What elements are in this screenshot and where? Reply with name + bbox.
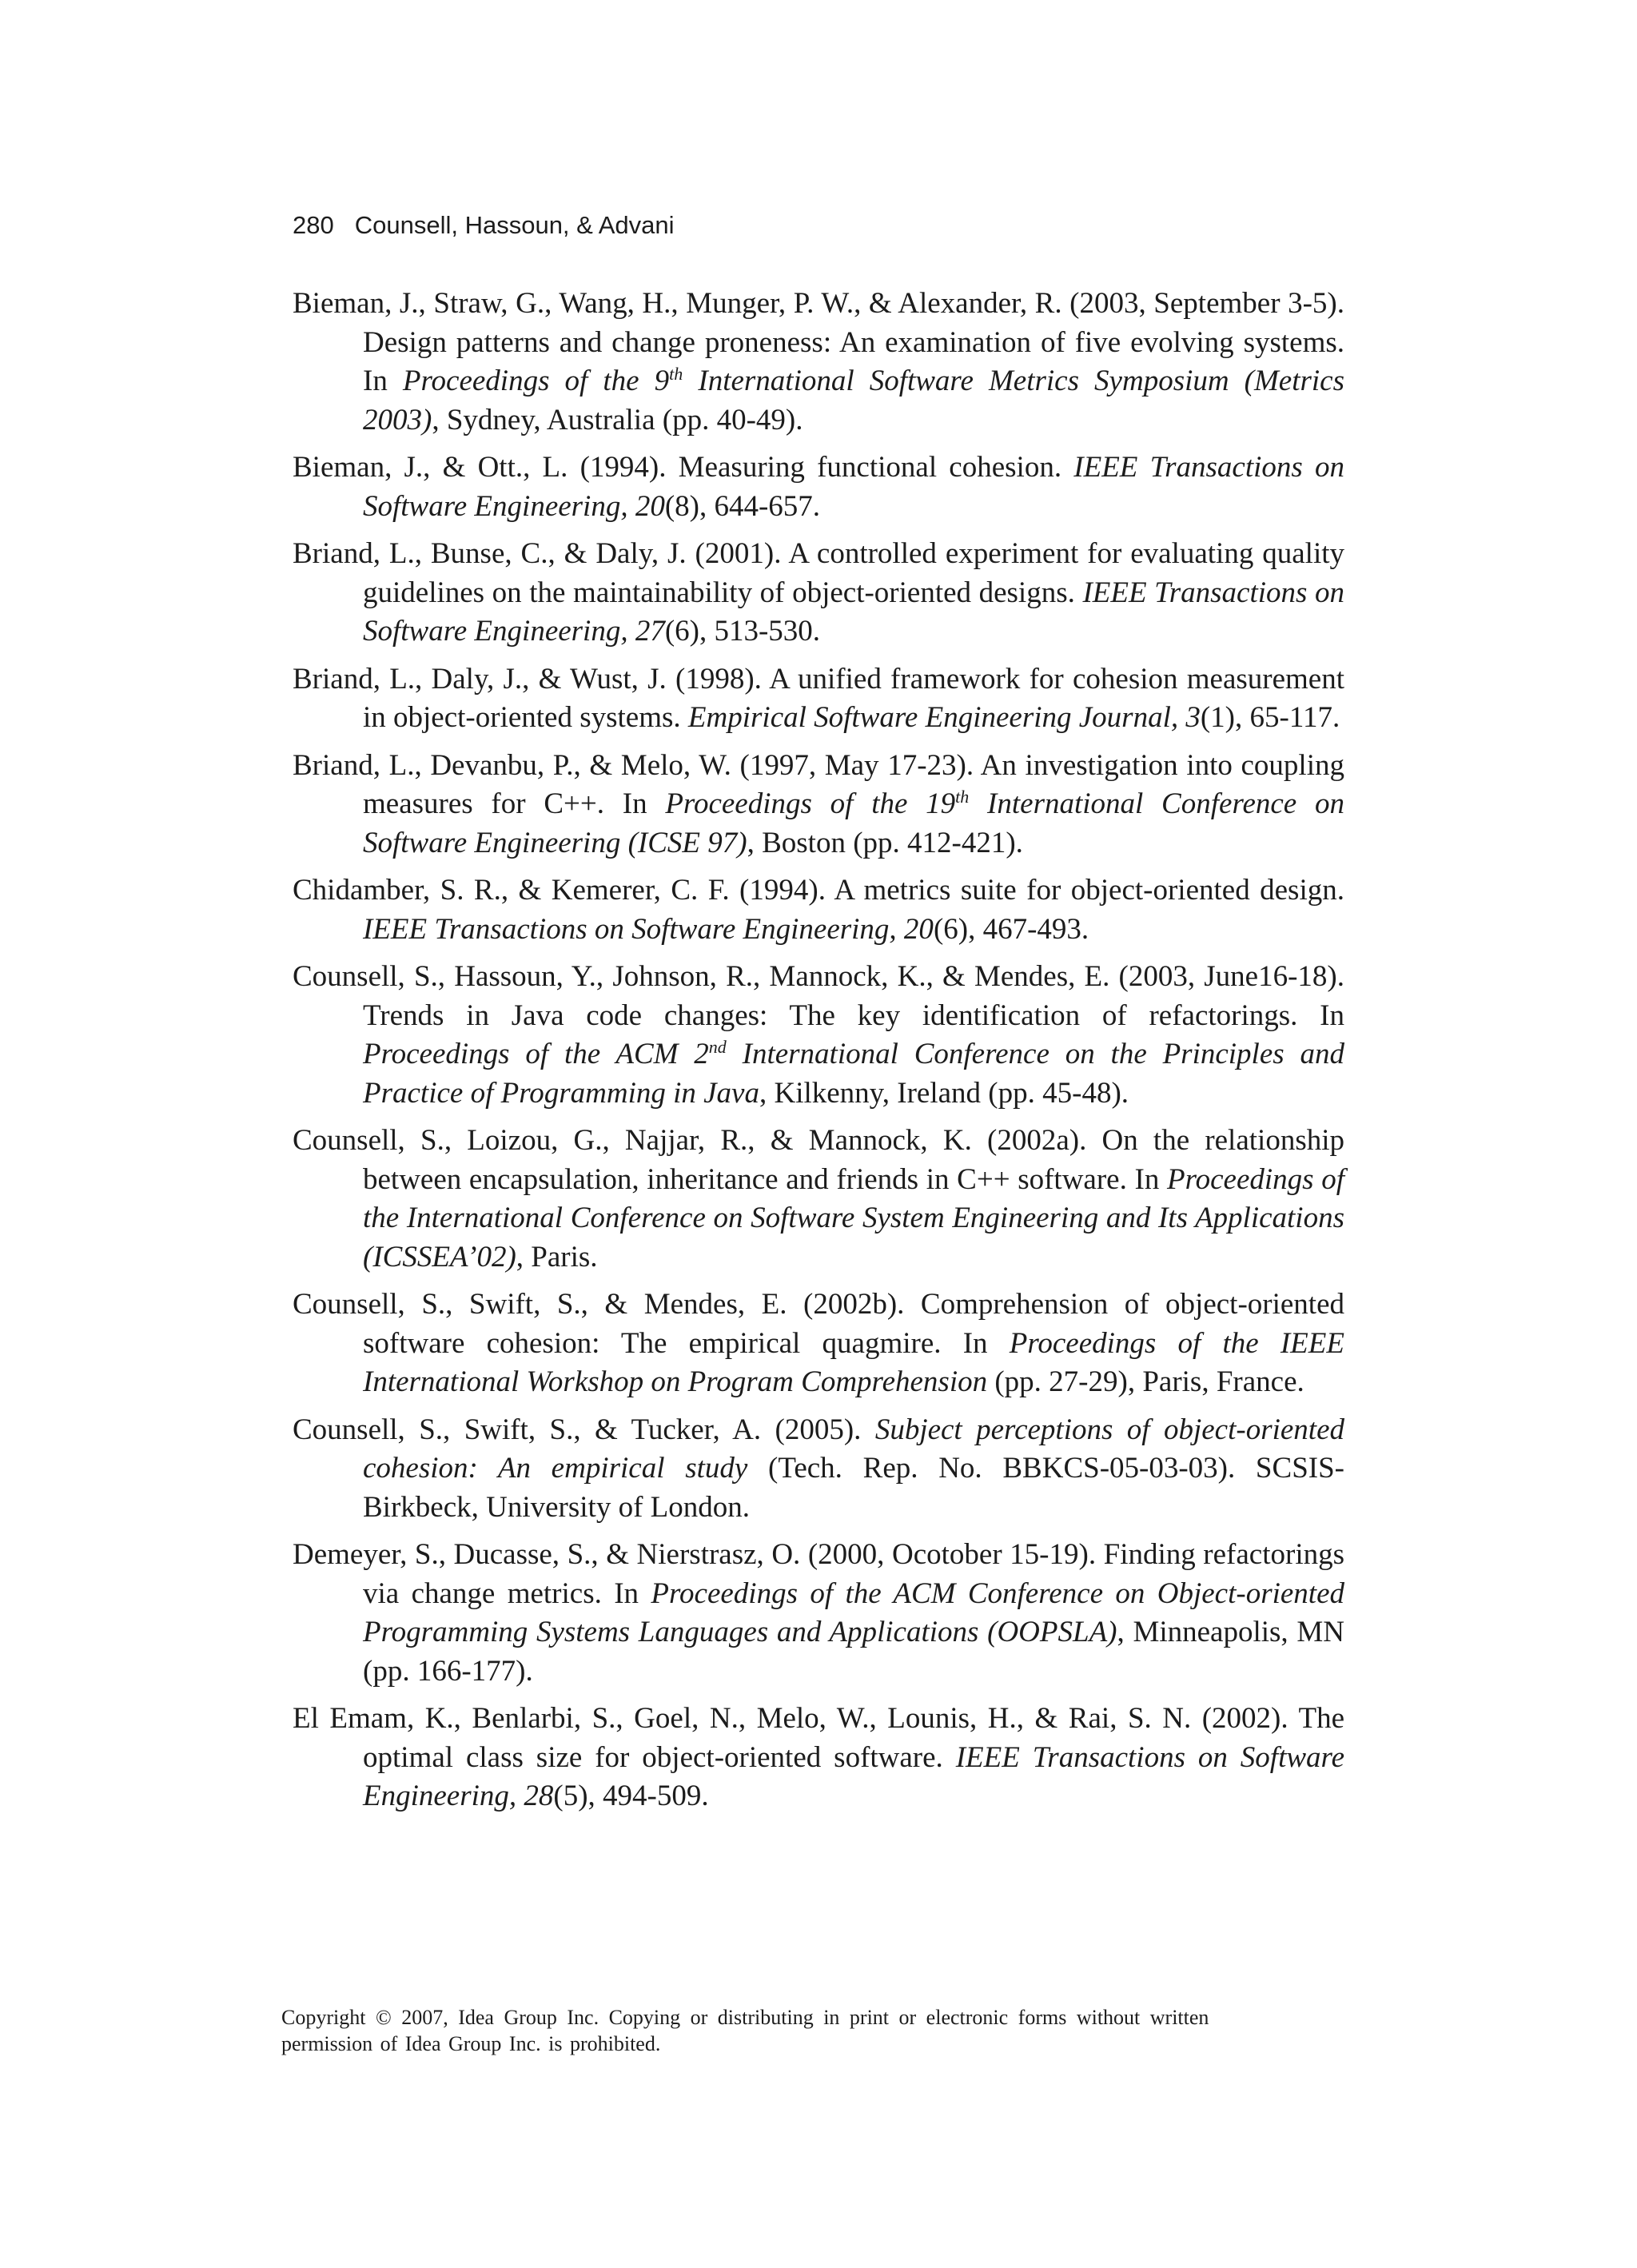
- superscript: nd: [708, 1037, 727, 1057]
- reference-entry: Bieman, J., Straw, G., Wang, H., Munger, P. W., & Alexander, R. (2003, September 3-5). Design patterns and change proneness: An examination of five evolving systems. In Proceedings of the 9th International Software Metrics Symposium (Metrics 2003), Sydney, Australia (pp. 40-49).: [293, 287, 1345, 436]
- superscript: th: [669, 364, 683, 384]
- reference-entry: Chidamber, S. R., & Kemerer, C. F. (1994). A metrics suite for object-oriented design. IEEE Transactions on Software Engineering, 20(6), 467-493.: [293, 874, 1344, 946]
- copyright-notice: [281, 2004, 1333, 2057]
- running-header-authors: Counsell, Hassoun, & Advani: [354, 211, 675, 239]
- reference-entry: Briand, L., Daly, J., & Wust, J. (1998). A unified framework for cohesion measurement in object-oriented systems. Empirical Software Engineering Journal, 3(1), 65-117.: [293, 662, 1344, 734]
- superscript: th: [955, 787, 970, 807]
- reference-entry: Counsell, S., Loizou, G., Najjar, R., & Mannock, K. (2002a). On the relationship between encapsulation, inheritance and friends in C++ software. In Proceedings of the International Conference on Software System Engineering and Its Applications (ICSSEA’02), Paris.: [293, 1124, 1344, 1274]
- copyright-line: Copyright © 2007, Idea Group Inc. Copying or distributing in print or electronic forms without written: [281, 2006, 1209, 2029]
- reference-entry: Briand, L., Devanbu, P., & Melo, W. (1997, May 17-23). An investigation into coupling measures for C++. In Proceedings of the 19th International Conference on Software Engineering (ICSE 97), Boston (pp. 412-421).: [293, 748, 1344, 859]
- running-header: [293, 209, 675, 241]
- reference-entry: Counsell, S., Swift, S., & Mendes, E. (2002b). Comprehension of object-oriented software cohesion: The empirical quagmire. In Proceedings of the IEEE International Workshop on Program Comprehension (pp. 27-29), Paris, France.: [293, 1288, 1344, 1398]
- reference-entry: El Emam, K., Benlarbi, S., Goel, N., Melo, W., Lounis, H., & Rai, S. N. (2002). The optimal class size for object-oriented software. IEEE Transactions on Software Engineering, 28(5), 494-509.: [293, 1702, 1344, 1812]
- reference-entry: Counsell, S., Swift, S., & Tucker, A. (2005). Subject perceptions of object-oriented cohesion: An empirical study (Tech. Rep. No. BBKCS-05-03-03). SCSIS-Birkbeck, University of London.: [293, 1413, 1344, 1524]
- reference-entry: Bieman, J., & Ott., L. (1994). Measuring functional cohesion. IEEE Transactions on Software Engineering, 20(8), 644-657.: [293, 451, 1345, 523]
- reference-entry: Demeyer, S., Ducasse, S., & Nierstrasz, O. (2000, Ocotober 15-19). Finding refactorings via change metrics. In Proceedings of the ACM Conference on Object-oriented Programming Systems Languages and Applications (OOPSLA), Minneapolis, MN (pp. 166-177).: [293, 1538, 1344, 1688]
- reference-entry: Briand, L., Bunse, C., & Daly, J. (2001). A controlled experiment for evaluating quality guidelines on the maintainability of object-oriented designs. IEEE Transactions on Software Engineering, 27(6), 513-530.: [293, 537, 1344, 648]
- reference-list: [293, 285, 1344, 1825]
- reference-entry: Counsell, S., Hassoun, Y., Johnson, R., Mannock, K., & Mendes, E. (2003, June16-18). Trends in Java code changes: The key identification of refactorings. In Proceedings of the ACM 2nd International Conference on the Principles and Practice of Programming in Java, Kilkenny, Ireland (pp. 45-48).: [293, 960, 1344, 1110]
- copyright-line: permission of Idea Group Inc. is prohibited.: [281, 2032, 661, 2055]
- page-number: 280: [293, 211, 334, 239]
